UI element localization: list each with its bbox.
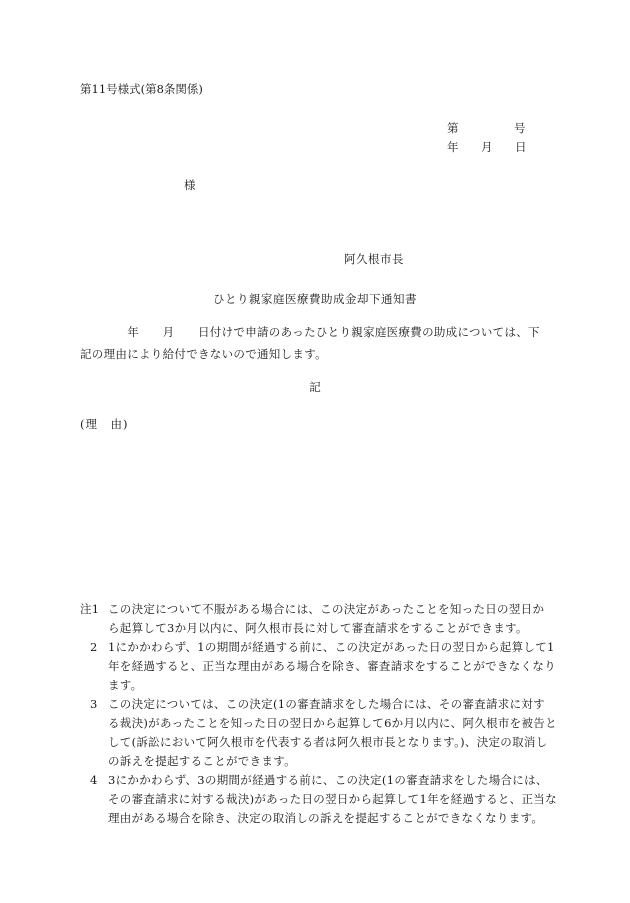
note-line: ます。 bbox=[108, 678, 143, 692]
note-item bbox=[80, 600, 560, 638]
addressee: 様 bbox=[184, 178, 196, 192]
note-line: 1にかかわらず、1の期間が経過する前に、この決定があった日の翌日から起算して1 bbox=[108, 640, 555, 654]
notes-section bbox=[80, 600, 560, 828]
body-line: 年 月 日付けで申請のあったひとり親家庭医療費の助成については、下 bbox=[80, 325, 540, 339]
date-month: 月 bbox=[481, 140, 493, 154]
body-line: 記の理由により給付できないので通知します。 bbox=[80, 347, 327, 361]
issuer: 阿久根市長 bbox=[344, 252, 404, 266]
note-line: の訴えを提起することができます。 bbox=[108, 754, 296, 768]
date-day: 日 bbox=[515, 140, 527, 154]
note-number: 4 bbox=[90, 773, 98, 787]
note-line: 年を経過すると、正当な理由がある場合を除き、審査請求をすることができなくなり bbox=[108, 659, 556, 673]
note-line: ら起算して3か月以内に、阿久根市長に対して審査請求をすることができます。 bbox=[108, 621, 528, 635]
issue-date bbox=[447, 139, 527, 155]
note-item bbox=[80, 771, 560, 828]
note-line: その審査請求に対する裁決)があった日の翌日から起算して1年を経過すると、正当な bbox=[108, 792, 557, 806]
number-suffix: 号 bbox=[514, 121, 526, 135]
form-id: 第11号様式(第8条関係) bbox=[80, 82, 203, 96]
note-line: 理由がある場合を除き、決定の取消しの訴えを提起することができなくなります。 bbox=[108, 811, 544, 825]
ki-heading: 記 bbox=[309, 380, 321, 394]
note-line: る裁決)があったことを知った日の翌日から起算して6か月以内に、阿久根市を被告と bbox=[108, 716, 557, 730]
note-line: して(訴訟において阿久根市を代表する者は阿久根市長となります。)、決定の取消し bbox=[108, 735, 548, 749]
note-number: 2 bbox=[90, 640, 98, 654]
note-line: この決定については、この決定(1の審査請求をした場合には、その審査請求に対す bbox=[108, 697, 545, 711]
date-year: 年 bbox=[447, 140, 459, 154]
document-title: ひとり親家庭医療費助成金却下通知書 bbox=[213, 292, 417, 306]
body-text bbox=[80, 321, 555, 365]
note-item bbox=[80, 638, 560, 695]
note-number: 3 bbox=[90, 697, 98, 711]
reason-label: (理 由) bbox=[80, 417, 129, 431]
document-number bbox=[447, 120, 526, 136]
number-prefix: 第 bbox=[447, 121, 459, 135]
note-number: 注1 bbox=[80, 602, 100, 616]
note-line: この決定について不服がある場合には、この決定があったことを知った日の翌日か bbox=[108, 602, 545, 616]
note-item bbox=[80, 695, 560, 771]
note-line: 3にかかわらず、3の期間が経過する前に、この決定(1の審査請求をした場合には、 bbox=[108, 773, 548, 787]
